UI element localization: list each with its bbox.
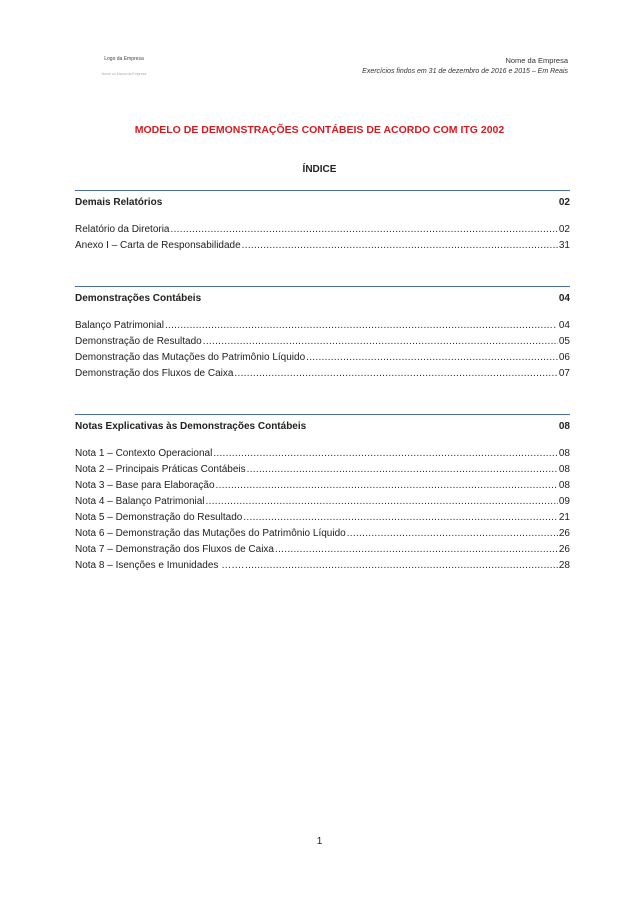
toc-entry[interactable] [75,350,570,366]
toc-entry[interactable] [75,542,570,558]
document-title: MODELO DE DEMONSTRAÇÕES CONTÁBEIS DE ACORDO COM ITG 2002 [134,124,505,136]
toc-entry-page: 31 [558,240,570,251]
toc-entry-page: 21 [558,512,570,523]
index-heading: ÍNDICE [302,164,337,175]
toc-entry-label: Balanço Patrimonial [75,320,164,331]
toc-entry-page: 06 [558,352,570,363]
dot-leader [247,462,558,478]
toc-entry-page: 02 [558,224,570,235]
toc-entry-label: Nota 5 – Demonstração do Resultado [75,512,243,523]
toc-entry[interactable] [75,462,570,478]
dot-leader [216,478,558,494]
toc-entry-label: Demonstração de Resultado [75,336,202,347]
dot-leader [171,222,558,238]
section-title: Demonstrações Contábeis [75,293,202,304]
section-demais-relatorios [75,190,570,254]
toc-entry-label: Demonstração das Mutações do Patrimônio Líquido [75,352,306,363]
toc-entry-label: Nota 6 – Demonstração das Mutações do Patrimônio Líquido [75,528,346,539]
dot-leader [206,494,558,510]
toc-entry-page: 07 [558,368,570,379]
section-divider [75,414,570,415]
logo-subtext: Nome ou Marca da Empresa [101,72,147,76]
section-title: Demais Relatórios [75,197,163,208]
toc-entry[interactable] [75,526,570,542]
dot-leader [203,334,558,350]
toc-entry[interactable] [75,446,570,462]
toc-entry-label: Nota 2 – Principais Práticas Contábeis [75,464,246,475]
toc-entry-label: Nota 4 – Balanço Patrimonial [75,496,205,507]
dot-leader [242,238,558,254]
toc-entry[interactable] [75,494,570,510]
toc-entry[interactable] [75,478,570,494]
company-name: Nome da Empresa [505,56,568,65]
dot-leader [275,542,558,558]
section-demonstracoes-contabeis [75,286,570,382]
section-page: 02 [558,197,570,208]
logo-label: Logo da Empresa [104,56,144,62]
reporting-period: Exercícios findos em 31 de dezembro de 2016 e 2015 – Em Reais [362,68,568,75]
section-title: Notas Explicativas às Demonstrações Contábeis [75,421,307,432]
toc-entry-label: Nota 3 – Base para Elaboração [75,480,215,491]
toc-entry-label: Demonstração dos Fluxos de Caixa [75,368,234,379]
dot-leader [213,446,558,462]
toc-entry-page: 08 [558,480,570,491]
company-logo [84,56,164,76]
toc-entry[interactable] [75,558,570,574]
toc-entry[interactable] [75,222,570,238]
section-header [75,293,570,304]
toc-entry-page: 05 [558,336,570,347]
dot-leader [347,526,558,542]
toc-entry[interactable] [75,510,570,526]
toc-entry-label: Relatório da Diretoria [75,224,170,235]
toc-entry-page: 26 [558,528,570,539]
dot-leader [165,318,552,334]
dot-leader [306,350,558,366]
toc-entry-label: Nota 7 – Demonstração dos Fluxos de Caixa [75,544,274,555]
toc-entry-page: 08 [558,448,570,459]
toc-entry[interactable] [75,318,570,334]
dot-leader [234,366,557,382]
toc-entry[interactable] [75,334,570,350]
toc-entry-page: 26 [558,544,570,555]
section-header [75,197,570,208]
section-header [75,421,570,432]
section-notas-explicativas [75,414,570,574]
toc-entry-page: 08 [558,464,570,475]
toc-entry-label: Nota 1 – Contexto Operacional [75,448,213,459]
toc-entry-label: Anexo I – Carta de Responsabilidade [75,240,241,251]
page-number: 1 [316,836,323,847]
section-page: 08 [558,421,570,432]
toc-entry-page: 28 [558,560,570,571]
toc-entry[interactable] [75,366,570,382]
dot-leader [245,558,558,574]
toc-entry-page: . 04 [553,320,570,331]
toc-entry-page: 09 [558,496,570,507]
page-header [362,56,568,75]
toc-entry-label: Nota 8 – Isenções e Imunidades ……. [75,560,244,571]
section-divider [75,190,570,191]
dot-leader [243,510,558,526]
section-divider [75,286,570,287]
toc-entry[interactable] [75,238,570,254]
section-page: 04 [558,293,570,304]
